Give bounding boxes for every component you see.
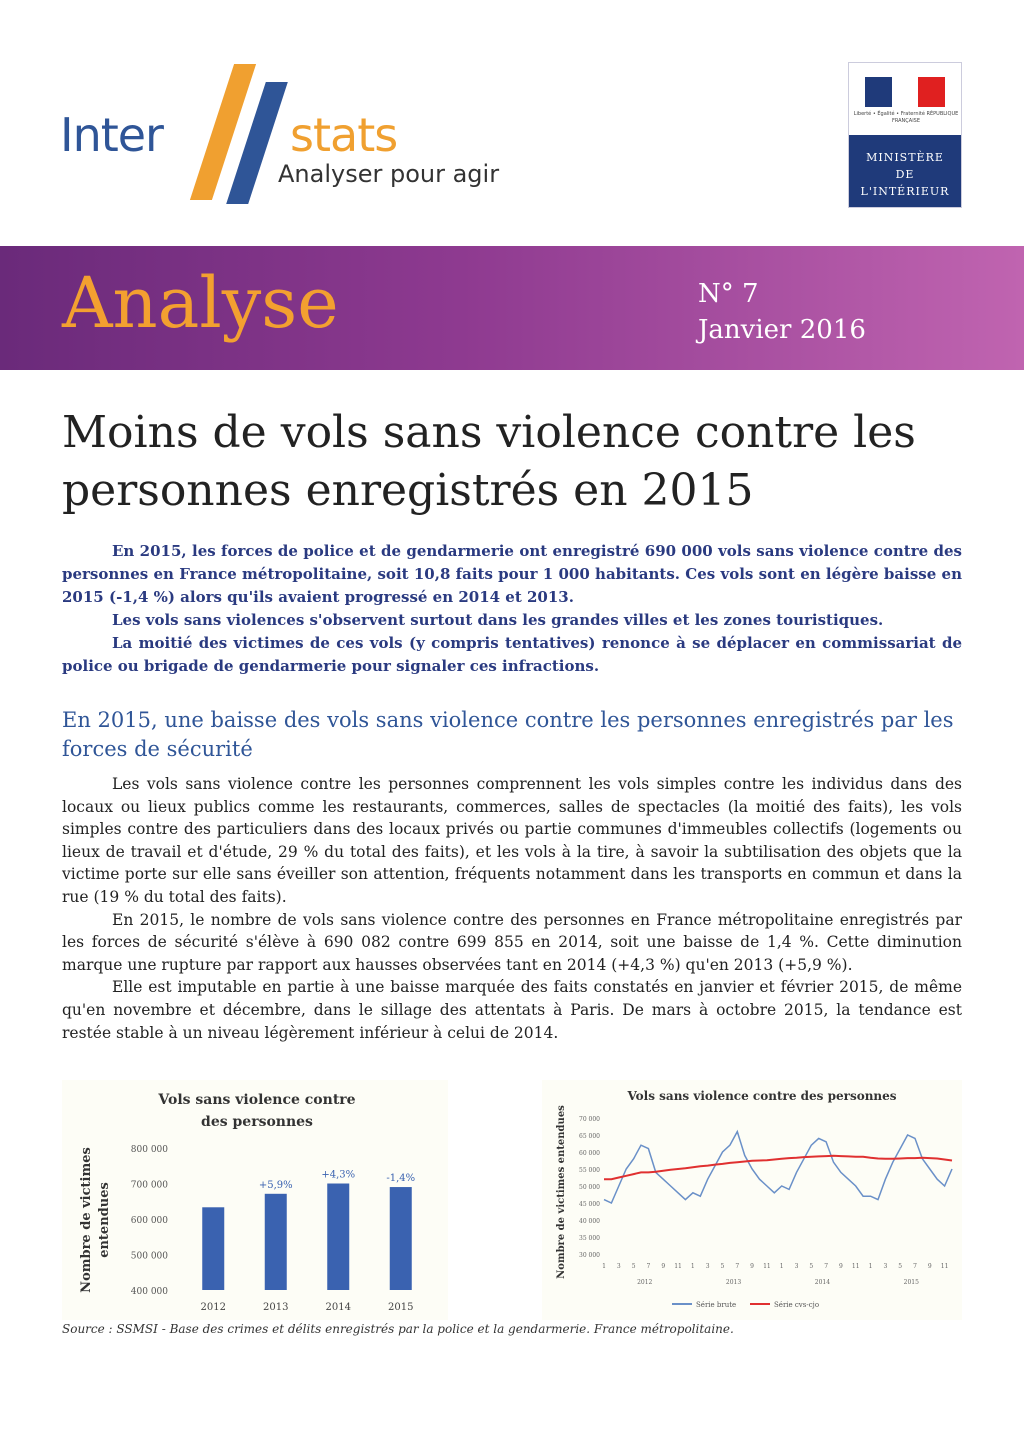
y-tick-label: 35 000 (579, 1235, 600, 1242)
y-tick-label: 60 000 (579, 1150, 600, 1157)
interstats-logo (60, 60, 520, 200)
issue-date: Janvier 2016 (698, 315, 866, 345)
y-tick-label: 600 000 (130, 1216, 168, 1226)
x-tick-label: 5 (898, 1263, 903, 1270)
body-paragraph: Elle est imputable en partie à une baisse marquée des faits constatés en janvier et février 2015, de même qu'en novembre et décembre, dans le sillage des attentats à Paris. De mars à octobre 2015, la tendance est restée stable à un niveau légèrement inférieur à celui de 2014. (62, 978, 962, 1042)
x-tick-label: 11 (763, 1263, 771, 1270)
body-text (62, 773, 962, 1044)
line-chart-panel (542, 1080, 962, 1320)
bar (202, 1207, 224, 1290)
bar (265, 1194, 287, 1290)
x-tick-label: 2012 (200, 1302, 226, 1313)
issue-number: N° 7 (698, 279, 759, 309)
ministere-line: L'INTÉRIEUR (860, 185, 950, 198)
analyse-banner (0, 246, 1024, 370)
y-axis-label: Nombre de victimes entendues (556, 1105, 567, 1279)
y-tick-label: 400 000 (130, 1287, 168, 1297)
ministere-line: DE (895, 168, 915, 181)
x-tick-label: 9 (750, 1263, 754, 1270)
y-tick-label: 55 000 (579, 1167, 600, 1174)
source-note: Source : SSMSI - Base des crimes et délits enregistrés par la police et la gendarmerie. France métropolitaine. (62, 1322, 734, 1336)
x-tick-label: 7 (646, 1263, 651, 1270)
series-line (604, 1132, 952, 1203)
y-axis-label: Nombre de victimes (79, 1147, 94, 1293)
x-year-label: 2012 (637, 1279, 653, 1286)
y-tick-label: 50 000 (579, 1184, 600, 1191)
page-title: Moins de vols sans violence contre les personnes enregistrés en 2015 (62, 407, 916, 516)
series-line (604, 1156, 952, 1180)
x-tick-label: 7 (735, 1263, 740, 1270)
bar (390, 1187, 412, 1290)
legend-label: Série cvs-cjo (774, 1301, 820, 1309)
chart-title: Vols sans violence contre des personnes (627, 1089, 897, 1103)
x-tick-label: 1 (779, 1263, 784, 1270)
republique-text: Liberté • Égalité • Fraternité RÉPUBLIQUE FRANÇAISE (853, 111, 959, 124)
x-tick-label: 11 (674, 1263, 682, 1270)
x-tick-label: 5 (720, 1263, 725, 1270)
logo-tagline: Analyser pour agir (278, 160, 500, 188)
x-tick-label: 11 (940, 1263, 949, 1270)
y-tick-label: 800 000 (130, 1145, 168, 1155)
x-tick-label: 1 (602, 1263, 606, 1270)
y-tick-label: 500 000 (130, 1251, 168, 1262)
y-tick-label: 700 000 (130, 1180, 168, 1191)
ministere-logo (848, 62, 962, 208)
data-label: +5,9% (258, 1179, 293, 1191)
intro-paragraph: Les vols sans violences s'observent surtout dans les grandes villes et les zones touristiques. (112, 611, 884, 629)
y-tick-label: 70 000 (579, 1116, 600, 1123)
body-paragraph: En 2015, le nombre de vols sans violence contre des personnes en France métropolitaine enregistrés par les forces de sécurité s'élève à 690 082 contre 699 855 en 2014, soit une baisse de 1,4 %. Cette diminution marque une rupture par rapport aux hausses observées tant en 2014 (+4,3 %) qu'en 2013 (+5,9 %). (62, 910, 962, 974)
x-tick-label: 9 (927, 1263, 932, 1270)
section-title: En 2015, une baisse des vols sans violence contre les personnes enregistrés par les forces de sécurité (62, 708, 954, 761)
logo-stats-text: stats (290, 108, 398, 162)
y-tick-label: 65 000 (579, 1133, 600, 1140)
bar-chart (62, 1080, 448, 1320)
x-tick-label: 9 (839, 1263, 843, 1270)
x-tick-label: 7 (824, 1263, 829, 1270)
y-tick-label: 40 000 (579, 1218, 600, 1225)
x-tick-label: 1 (690, 1263, 695, 1270)
x-tick-label: 1 (868, 1263, 873, 1270)
ministere-line: MINISTÈRE (866, 151, 944, 164)
issue-info (698, 276, 866, 348)
bar (327, 1184, 349, 1291)
x-tick-label: 2014 (325, 1302, 351, 1313)
x-tick-label: 7 (913, 1263, 917, 1270)
x-tick-label: 3 (705, 1263, 710, 1270)
x-tick-label: 2015 (388, 1302, 414, 1313)
ministere-label (849, 135, 961, 207)
intro-paragraph: La moitié des victimes de ces vols (y compris tentatives) renonce à se déplacer en commissariat de police ou brigade de gendarmerie pour signaler ces infractions. (62, 634, 962, 675)
x-year-label: 2014 (814, 1279, 831, 1286)
line-chart (542, 1080, 962, 1320)
data-label: +4,3% (321, 1169, 356, 1181)
intro-summary (62, 540, 962, 678)
y-tick-label: 45 000 (579, 1201, 600, 1208)
chart-title: Vols sans violence contre (158, 1092, 356, 1108)
y-tick-label: 30 000 (579, 1252, 600, 1259)
body-paragraph: Les vols sans violence contre les personnes comprennent les vols simples contre les individus dans des locaux ou lieux publics comme les restaurants, commerces, salles de spectacles (la moitié des faits), les vols simples contre des particuliers dans des locaux privés ou partie communes d'immeubles collectifs (logements ou lieux de travail et d'étude, 29 % du total des faits), et les vols à la tire, à savoir la subtilisation des objets que la victime porte sur elle sans éveiller son attention, fréquents notamment dans les transports en commun et dans la rue (19 % du total des faits). (62, 775, 962, 906)
marianne-flag-icon (865, 77, 945, 107)
x-year-label: 2013 (725, 1279, 742, 1286)
banner-title: Analyse (62, 262, 339, 344)
x-tick-label: 3 (794, 1263, 799, 1270)
y-axis-label: entendues (97, 1182, 112, 1258)
x-tick-label: 2013 (263, 1302, 289, 1313)
x-tick-label: 5 (631, 1263, 636, 1270)
legend-label: Série brute (696, 1301, 737, 1309)
chart-title: des personnes (201, 1114, 313, 1130)
x-tick-label: 9 (661, 1263, 666, 1270)
x-tick-label: 3 (883, 1263, 888, 1270)
x-year-label: 2015 (903, 1279, 919, 1286)
logo-inter-text: Inter (60, 108, 163, 162)
x-tick-label: 5 (809, 1263, 814, 1270)
x-tick-label: 3 (616, 1263, 621, 1270)
data-label: -1,4% (386, 1173, 416, 1185)
bar-chart-panel (62, 1080, 448, 1320)
intro-paragraph: En 2015, les forces de police et de gendarmerie ont enregistré 690 000 vols sans violence contre des personnes en France métropolitaine, soit 10,8 faits pour 1 000 habitants. Ces vols sont en légère baisse en 2015 (-1,4 %) alors qu'ils avaient progressé en 2014 et 2013. (62, 542, 962, 606)
x-tick-label: 11 (851, 1263, 860, 1270)
